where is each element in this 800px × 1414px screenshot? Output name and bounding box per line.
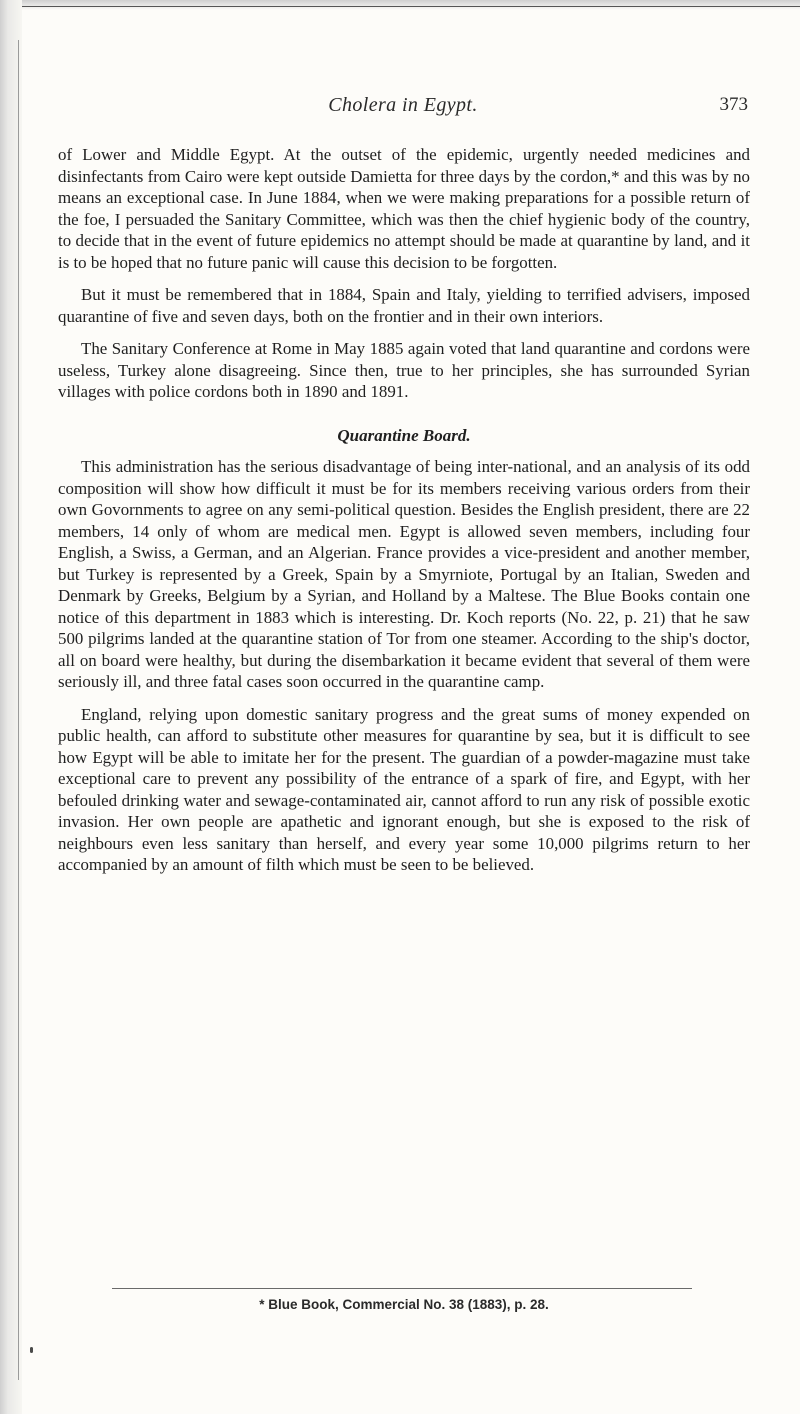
ink-speck: [30, 1347, 33, 1353]
paragraph-5: England, relying upon domestic sanitary progress and the great sums of money expended on public health, can afford to substitute other measures for quarantine by sea, but it is difficult to see how Egypt will be able to imitate her for the present. The guardian of a powder-magazine must take exceptional care to prevent any possibility of the entrance of a spark of fire, and Egypt, with her befouled drinking water and sewage-contaminated air, cannot afford to run any risk of possible exotic invasion. Her own people are apathetic and ignorant enough, but she is exposed to the risk of neighbours even less sanitary than herself, and every year some 10,000 pilgrims return to her accompanied by an amount of filth which must be seen to be believed.: [58, 704, 750, 874]
paragraph-1: of Lower and Middle Egypt. At the outset of the epidemic, urgently needed medicines and disinfectants from Cairo were kept outside Damietta for three days by the cordon,* and this was by no means an exceptional case. In June 1884, when we were making preparations for a possible return of the foe, I persuaded the Sanitary Committee, which was then the chief hygienic body of the country, to decide that in the event of future epidemics no attempt should be made at quarantine by land, and it is to be hoped that no future panic will cause this decision to be forgotten.: [58, 145, 750, 272]
footnote-rule: [112, 1288, 692, 1289]
running-title: Cholera in Egypt.: [328, 94, 478, 116]
page-number: 373: [719, 94, 748, 115]
section-heading: Quarantine Board.: [337, 425, 471, 445]
paragraph-2: But it must be remembered that in 1884, Spain and Italy, yielding to terrified advisers, imposed quarantine of five and seven days, both on the frontier and in their own interiors.: [58, 285, 750, 326]
body-text: [58, 144, 750, 887]
top-rule: [0, 6, 800, 7]
paragraph-3: The Sanitary Conference at Rome in May 1885 again voted that land quarantine and cordons were useless, Turkey alone disagreeing. Since then, true to her principles, she has surrounded Syrian villages with police cordons both in 1890 and 1891.: [58, 339, 750, 401]
binding-line: [18, 40, 19, 1380]
paragraph-4: This administration has the serious disadvantage of being inter-national, and an analysis of its odd composition will show how difficult it must be for its members receiving various orders from their own Govornments to agree on any semi-political question. Besides the English president, there are 22 members, 14 only of whom are medical men. Egypt is allowed seven members, including four English, a Swiss, a German, and an Algerian. France provides a vice-president and another member, but Turkey is represented by a Greek, Spain by a Smyrniote, Portugal by an Italian, Sweden and Denmark by Greeks, Belgium by a Syrian, and Holland by a Maltese. The Blue Books contain one notice of this department in 1883 which is interesting. Dr. Koch reports (No. 22, p. 21) that he saw 500 pilgrims landed at the quarantine station of Tor from one steamer. According to the ship's doctor, all on board were healthy, but during the disembarkation it became evident that several of them were seriously ill, and three fatal cases soon occurred in the quarantine camp.: [58, 457, 750, 691]
page-header: [58, 94, 748, 122]
footnote: * Blue Book, Commercial No. 38 (1883), p. 28.: [259, 1297, 549, 1312]
page-top-edge: [0, 0, 800, 10]
